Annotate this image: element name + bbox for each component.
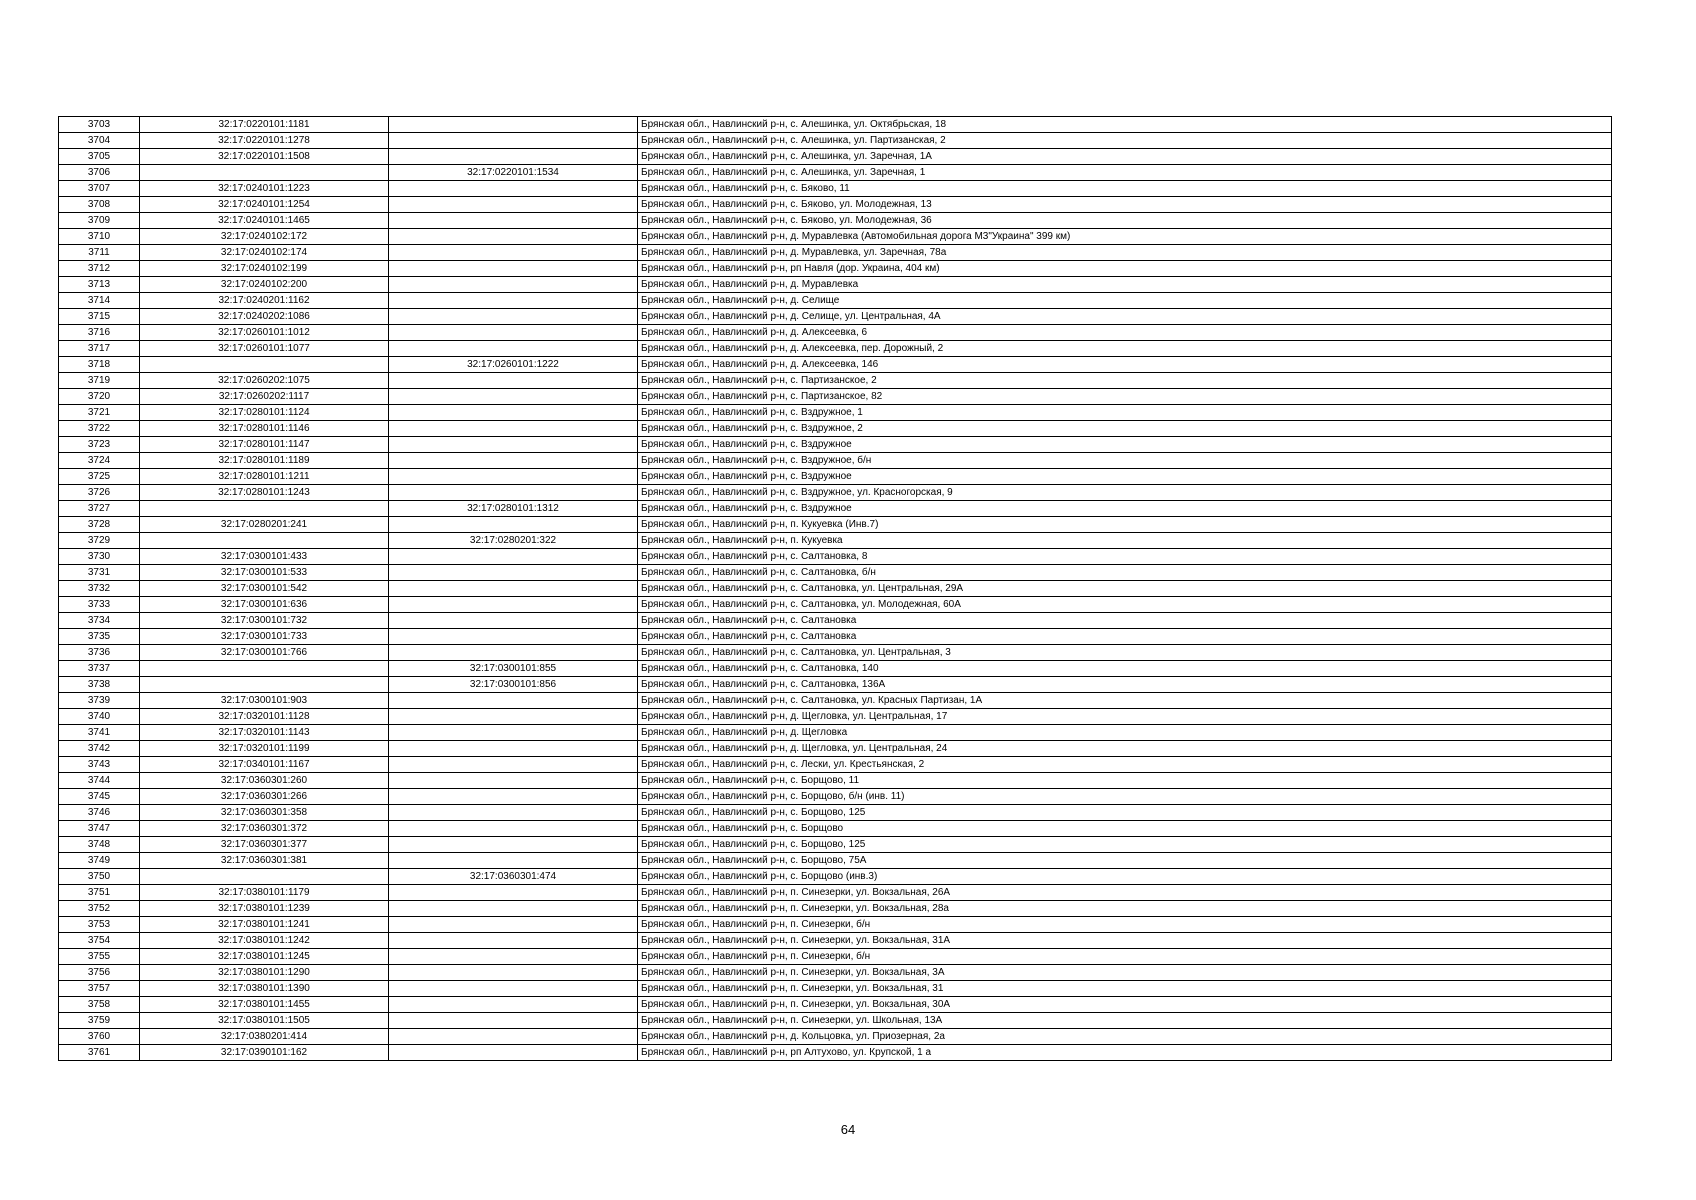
cadastral-number-cell: 32:17:0220101:1278 — [140, 133, 389, 149]
table-row — [59, 197, 1612, 213]
row-number-cell: 3757 — [59, 981, 140, 997]
address-cell: Брянская обл., Навлинский р-н, с. Вздружное, 2 — [638, 421, 1612, 437]
cadastral-number-2-cell — [389, 277, 638, 293]
row-number-cell: 3716 — [59, 325, 140, 341]
table-row — [59, 613, 1612, 629]
table-row — [59, 389, 1612, 405]
cadastral-number-cell: 32:17:0380201:414 — [140, 1029, 389, 1045]
address-cell: Брянская обл., Навлинский р-н, с. Лески, ул. Крестьянская, 2 — [638, 757, 1612, 773]
table-row — [59, 485, 1612, 501]
row-number-cell: 3718 — [59, 357, 140, 373]
cadastral-number-2-cell — [389, 773, 638, 789]
cadastral-number-2-cell — [389, 117, 638, 133]
row-number-cell: 3736 — [59, 645, 140, 661]
cadastral-number-2-cell: 32:17:0360301:474 — [389, 869, 638, 885]
cadastral-number-2-cell — [389, 837, 638, 853]
address-cell: Брянская обл., Навлинский р-н, п. Синезерки, ул. Вокзальная, 3А — [638, 965, 1612, 981]
row-number-cell: 3714 — [59, 293, 140, 309]
cadastral-number-2-cell — [389, 293, 638, 309]
address-cell: Брянская обл., Навлинский р-н, д. Щегловка — [638, 725, 1612, 741]
address-cell: Брянская обл., Навлинский р-н, с. Алешинка, ул. Заречная, 1 — [638, 165, 1612, 181]
row-number-cell: 3760 — [59, 1029, 140, 1045]
cadastral-number-cell: 32:17:0240101:1465 — [140, 213, 389, 229]
row-number-cell: 3753 — [59, 917, 140, 933]
row-number-cell: 3740 — [59, 709, 140, 725]
address-cell: Брянская обл., Навлинский р-н, с. Салтановка, ул. Центральная, 29А — [638, 581, 1612, 597]
cadastral-number-cell: 32:17:0320101:1143 — [140, 725, 389, 741]
cadastral-number-2-cell — [389, 261, 638, 277]
table-row — [59, 229, 1612, 245]
row-number-cell: 3711 — [59, 245, 140, 261]
cadastral-number-cell: 32:17:0380101:1290 — [140, 965, 389, 981]
table-row — [59, 949, 1612, 965]
table-row — [59, 405, 1612, 421]
table-row — [59, 421, 1612, 437]
row-number-cell: 3705 — [59, 149, 140, 165]
cadastral-number-2-cell — [389, 309, 638, 325]
address-cell: Брянская обл., Навлинский р-н, с. Вздружное — [638, 501, 1612, 517]
cadastral-number-cell: 32:17:0280101:1146 — [140, 421, 389, 437]
table-row — [59, 341, 1612, 357]
cadastral-number-2-cell — [389, 901, 638, 917]
cadastral-number-2-cell — [389, 645, 638, 661]
address-cell: Брянская обл., Навлинский р-н, д. Алексеевка, 6 — [638, 325, 1612, 341]
cadastral-number-cell: 32:17:0280101:1243 — [140, 485, 389, 501]
cadastral-number-cell: 32:17:0320101:1199 — [140, 741, 389, 757]
cadastral-number-cell: 32:17:0300101:766 — [140, 645, 389, 661]
address-cell: Брянская обл., Навлинский р-н, п. Синезерки, ул. Вокзальная, 28а — [638, 901, 1612, 917]
cadastral-number-2-cell — [389, 789, 638, 805]
address-cell: Брянская обл., Навлинский р-н, с. Алешинка, ул. Октябрьская, 18 — [638, 117, 1612, 133]
address-cell: Брянская обл., Навлинский р-н, с. Салтановка — [638, 629, 1612, 645]
address-cell: Брянская обл., Навлинский р-н, д. Алексеевка, пер. Дорожный, 2 — [638, 341, 1612, 357]
cadastral-number-2-cell — [389, 741, 638, 757]
table-row — [59, 133, 1612, 149]
address-cell: Брянская обл., Навлинский р-н, с. Вздружное, б/н — [638, 453, 1612, 469]
cadastral-number-cell — [140, 357, 389, 373]
cadastral-number-cell: 32:17:0240202:1086 — [140, 309, 389, 325]
cadastral-number-2-cell — [389, 757, 638, 773]
address-cell: Брянская обл., Навлинский р-н, с. Алешинка, ул. Партизанская, 2 — [638, 133, 1612, 149]
row-number-cell: 3721 — [59, 405, 140, 421]
address-cell: Брянская обл., Навлинский р-н, с. Бяково, ул. Молодежная, 13 — [638, 197, 1612, 213]
address-cell: Брянская обл., Навлинский р-н, п. Кукуевка (Инв.7) — [638, 517, 1612, 533]
row-number-cell: 3722 — [59, 421, 140, 437]
row-number-cell: 3734 — [59, 613, 140, 629]
row-number-cell: 3729 — [59, 533, 140, 549]
table-row — [59, 933, 1612, 949]
table-row — [59, 309, 1612, 325]
address-cell: Брянская обл., Навлинский р-н, д. Алексеевка, 146 — [638, 357, 1612, 373]
cadastral-number-cell: 32:17:0240102:200 — [140, 277, 389, 293]
table-row — [59, 837, 1612, 853]
cadastral-number-2-cell — [389, 565, 638, 581]
row-number-cell: 3730 — [59, 549, 140, 565]
cadastral-number-cell: 32:17:0300101:636 — [140, 597, 389, 613]
table-row — [59, 261, 1612, 277]
cadastral-number-cell: 32:17:0300101:733 — [140, 629, 389, 645]
row-number-cell: 3727 — [59, 501, 140, 517]
row-number-cell: 3759 — [59, 1013, 140, 1029]
table-body — [59, 117, 1612, 1061]
cadastral-number-cell: 32:17:0220101:1181 — [140, 117, 389, 133]
cadastral-number-cell: 32:17:0300101:533 — [140, 565, 389, 581]
table-row — [59, 965, 1612, 981]
cadastral-number-2-cell: 32:17:0280201:322 — [389, 533, 638, 549]
address-cell: Брянская обл., Навлинский р-н, д. Муравлевка — [638, 277, 1612, 293]
cadastral-number-2-cell — [389, 149, 638, 165]
table-row — [59, 741, 1612, 757]
row-number-cell: 3735 — [59, 629, 140, 645]
address-cell: Брянская обл., Навлинский р-н, д. Селище, ул. Центральная, 4А — [638, 309, 1612, 325]
address-cell: Брянская обл., Навлинский р-н, с. Вздружное, 1 — [638, 405, 1612, 421]
cadastral-number-2-cell — [389, 885, 638, 901]
cadastral-number-2-cell — [389, 437, 638, 453]
table-row — [59, 1045, 1612, 1061]
cadastral-number-cell: 32:17:0360301:381 — [140, 853, 389, 869]
page-number: 64 — [840, 1122, 856, 1137]
cadastral-number-cell: 32:17:0240101:1223 — [140, 181, 389, 197]
row-number-cell: 3754 — [59, 933, 140, 949]
cadastral-number-2-cell — [389, 469, 638, 485]
address-cell: Брянская обл., Навлинский р-н, с. Салтановка, 140 — [638, 661, 1612, 677]
table-row — [59, 437, 1612, 453]
row-number-cell: 3749 — [59, 853, 140, 869]
table-row — [59, 325, 1612, 341]
address-cell: Брянская обл., Навлинский р-н, с. Салтановка, 8 — [638, 549, 1612, 565]
cadastral-number-2-cell — [389, 517, 638, 533]
cadastral-number-2-cell — [389, 933, 638, 949]
address-cell: Брянская обл., Навлинский р-н, с. Борщово, б/н (инв. 11) — [638, 789, 1612, 805]
table-row — [59, 997, 1612, 1013]
cadastral-number-cell: 32:17:0280101:1211 — [140, 469, 389, 485]
address-cell: Брянская обл., Навлинский р-н, с. Салтановка, ул. Молодежная, 60А — [638, 597, 1612, 613]
address-cell: Брянская обл., Навлинский р-н, д. Щегловка, ул. Центральная, 17 — [638, 709, 1612, 725]
address-cell: Брянская обл., Навлинский р-н, д. Муравлевка (Автомобильная дорога М3"Украина" 399 км) — [638, 229, 1612, 245]
address-cell: Брянская обл., Навлинский р-н, рп Навля (дор. Украина, 404 км) — [638, 261, 1612, 277]
row-number-cell: 3726 — [59, 485, 140, 501]
cadastral-number-cell: 32:17:0380101:1242 — [140, 933, 389, 949]
cadastral-number-2-cell — [389, 917, 638, 933]
table-row — [59, 917, 1612, 933]
cadastral-number-cell: 32:17:0300101:732 — [140, 613, 389, 629]
table-row — [59, 901, 1612, 917]
row-number-cell: 3706 — [59, 165, 140, 181]
row-number-cell: 3713 — [59, 277, 140, 293]
cadastral-number-2-cell — [389, 229, 638, 245]
cadastral-number-2-cell: 32:17:0260101:1222 — [389, 357, 638, 373]
row-number-cell: 3742 — [59, 741, 140, 757]
cadastral-number-2-cell — [389, 453, 638, 469]
table-row — [59, 981, 1612, 997]
cadastral-number-cell: 32:17:0360301:260 — [140, 773, 389, 789]
cadastral-number-2-cell — [389, 485, 638, 501]
cadastral-number-cell: 32:17:0380101:1241 — [140, 917, 389, 933]
table-row — [59, 565, 1612, 581]
row-number-cell: 3731 — [59, 565, 140, 581]
cadastral-number-cell: 32:17:0380101:1245 — [140, 949, 389, 965]
row-number-cell: 3747 — [59, 821, 140, 837]
cadastral-number-2-cell: 32:17:0220101:1534 — [389, 165, 638, 181]
address-cell: Брянская обл., Навлинский р-н, с. Борщово, 125 — [638, 805, 1612, 821]
row-number-cell: 3717 — [59, 341, 140, 357]
cadastral-number-cell — [140, 533, 389, 549]
table-row — [59, 645, 1612, 661]
cadastral-number-cell: 32:17:0240201:1162 — [140, 293, 389, 309]
row-number-cell: 3746 — [59, 805, 140, 821]
cadastral-number-2-cell: 32:17:0280101:1312 — [389, 501, 638, 517]
row-number-cell: 3755 — [59, 949, 140, 965]
cadastral-number-2-cell — [389, 405, 638, 421]
row-number-cell: 3761 — [59, 1045, 140, 1061]
cadastral-number-cell: 32:17:0360301:358 — [140, 805, 389, 821]
table-row — [59, 757, 1612, 773]
table-row — [59, 245, 1612, 261]
cadastral-number-2-cell — [389, 613, 638, 629]
cadastral-number-2-cell — [389, 853, 638, 869]
cadastral-number-2-cell — [389, 821, 638, 837]
table-row — [59, 533, 1612, 549]
cadastral-number-cell: 32:17:0380101:1505 — [140, 1013, 389, 1029]
cadastral-number-cell — [140, 661, 389, 677]
table-row — [59, 805, 1612, 821]
cadastral-number-cell — [140, 501, 389, 517]
table-row — [59, 853, 1612, 869]
cadastral-number-cell: 32:17:0300101:903 — [140, 693, 389, 709]
row-number-cell: 3737 — [59, 661, 140, 677]
cadastral-number-2-cell — [389, 133, 638, 149]
cadastral-number-cell: 32:17:0260202:1075 — [140, 373, 389, 389]
table-row — [59, 373, 1612, 389]
row-number-cell: 3725 — [59, 469, 140, 485]
cadastral-number-cell: 32:17:0240102:199 — [140, 261, 389, 277]
table-row — [59, 629, 1612, 645]
address-cell: Брянская обл., Навлинский р-н, с. Борщово, 11 — [638, 773, 1612, 789]
cadastral-number-2-cell — [389, 981, 638, 997]
table-row — [59, 661, 1612, 677]
address-cell: Брянская обл., Навлинский р-н, д. Муравлевка, ул. Заречная, 78а — [638, 245, 1612, 261]
address-cell: Брянская обл., Навлинский р-н, с. Салтановка — [638, 613, 1612, 629]
address-cell: Брянская обл., Навлинский р-н, с. Салтановка, 136А — [638, 677, 1612, 693]
row-number-cell: 3724 — [59, 453, 140, 469]
cadastral-number-cell: 32:17:0360301:372 — [140, 821, 389, 837]
cadastral-number-2-cell — [389, 725, 638, 741]
address-cell: Брянская обл., Навлинский р-н, с. Салтановка, ул. Центральная, 3 — [638, 645, 1612, 661]
table-row — [59, 453, 1612, 469]
cadastral-number-2-cell — [389, 389, 638, 405]
row-number-cell: 3752 — [59, 901, 140, 917]
row-number-cell: 3744 — [59, 773, 140, 789]
cadastral-number-cell: 32:17:0300101:542 — [140, 581, 389, 597]
address-cell: Брянская обл., Навлинский р-н, п. Синезерки, ул. Школьная, 13А — [638, 1013, 1612, 1029]
table-row — [59, 773, 1612, 789]
table-row — [59, 293, 1612, 309]
cadastral-number-2-cell — [389, 341, 638, 357]
address-cell: Брянская обл., Навлинский р-н, п. Синезерки, б/н — [638, 917, 1612, 933]
row-number-cell: 3738 — [59, 677, 140, 693]
cadastral-number-2-cell — [389, 245, 638, 261]
row-number-cell: 3741 — [59, 725, 140, 741]
table-row — [59, 181, 1612, 197]
table-row — [59, 1029, 1612, 1045]
row-number-cell: 3748 — [59, 837, 140, 853]
cadastral-number-cell: 32:17:0240102:174 — [140, 245, 389, 261]
table-row — [59, 165, 1612, 181]
table-row — [59, 677, 1612, 693]
cadastral-number-2-cell — [389, 181, 638, 197]
cadastral-number-2-cell — [389, 709, 638, 725]
row-number-cell: 3756 — [59, 965, 140, 981]
row-number-cell: 3709 — [59, 213, 140, 229]
cadastral-number-cell — [140, 869, 389, 885]
cadastral-number-cell: 32:17:0380101:1455 — [140, 997, 389, 1013]
cadastral-number-cell: 32:17:0260101:1077 — [140, 341, 389, 357]
address-cell: Брянская обл., Навлинский р-н, с. Борщово (инв.3) — [638, 869, 1612, 885]
cadastral-number-cell — [140, 677, 389, 693]
address-cell: Брянская обл., Навлинский р-н, с. Вздружное — [638, 437, 1612, 453]
cadastral-number-cell: 32:17:0260202:1117 — [140, 389, 389, 405]
cadastral-number-cell: 32:17:0280101:1124 — [140, 405, 389, 421]
table-row — [59, 277, 1612, 293]
cadastral-number-2-cell — [389, 197, 638, 213]
row-number-cell: 3750 — [59, 869, 140, 885]
address-cell: Брянская обл., Навлинский р-н, с. Вздружное — [638, 469, 1612, 485]
table-row — [59, 1013, 1612, 1029]
row-number-cell: 3708 — [59, 197, 140, 213]
property-table — [58, 116, 1612, 1061]
address-cell: Брянская обл., Навлинский р-н, п. Кукуевка — [638, 533, 1612, 549]
cadastral-number-cell: 32:17:0280101:1189 — [140, 453, 389, 469]
table-row — [59, 501, 1612, 517]
cadastral-number-2-cell — [389, 949, 638, 965]
cadastral-number-cell: 32:17:0300101:433 — [140, 549, 389, 565]
row-number-cell: 3743 — [59, 757, 140, 773]
table-row — [59, 117, 1612, 133]
cadastral-number-2-cell — [389, 581, 638, 597]
row-number-cell: 3733 — [59, 597, 140, 613]
address-cell: Брянская обл., Навлинский р-н, с. Салтановка, б/н — [638, 565, 1612, 581]
row-number-cell: 3715 — [59, 309, 140, 325]
cadastral-number-2-cell — [389, 373, 638, 389]
row-number-cell: 3712 — [59, 261, 140, 277]
cadastral-number-cell: 32:17:0220101:1508 — [140, 149, 389, 165]
cadastral-number-cell: 32:17:0280101:1147 — [140, 437, 389, 453]
cadastral-number-cell: 32:17:0240102:172 — [140, 229, 389, 245]
address-cell: Брянская обл., Навлинский р-н, с. Бяково, 11 — [638, 181, 1612, 197]
cadastral-number-cell: 32:17:0390101:162 — [140, 1045, 389, 1061]
table-row — [59, 581, 1612, 597]
cadastral-number-2-cell — [389, 1013, 638, 1029]
address-cell: Брянская обл., Навлинский р-н, с. Алешинка, ул. Заречная, 1А — [638, 149, 1612, 165]
cadastral-number-2-cell — [389, 549, 638, 565]
table-row — [59, 789, 1612, 805]
address-cell: Брянская обл., Навлинский р-н, с. Салтановка, ул. Красных Партизан, 1А — [638, 693, 1612, 709]
table-row — [59, 469, 1612, 485]
cadastral-number-2-cell — [389, 421, 638, 437]
cadastral-number-cell: 32:17:0360301:266 — [140, 789, 389, 805]
cadastral-number-2-cell — [389, 597, 638, 613]
table-row — [59, 517, 1612, 533]
cadastral-number-2-cell — [389, 325, 638, 341]
cadastral-number-cell: 32:17:0240101:1254 — [140, 197, 389, 213]
address-cell: Брянская обл., Навлинский р-н, п. Синезерки, ул. Вокзальная, 31А — [638, 933, 1612, 949]
row-number-cell: 3758 — [59, 997, 140, 1013]
table-row — [59, 549, 1612, 565]
cadastral-number-2-cell — [389, 1045, 638, 1061]
address-cell: Брянская обл., Навлинский р-н, рп Алтухово, ул. Крупской, 1 а — [638, 1045, 1612, 1061]
table-row — [59, 869, 1612, 885]
cadastral-number-2-cell — [389, 213, 638, 229]
address-cell: Брянская обл., Навлинский р-н, д. Селище — [638, 293, 1612, 309]
cadastral-number-2-cell — [389, 997, 638, 1013]
address-cell: Брянская обл., Навлинский р-н, с. Борщово — [638, 821, 1612, 837]
row-number-cell: 3751 — [59, 885, 140, 901]
row-number-cell: 3745 — [59, 789, 140, 805]
row-number-cell: 3720 — [59, 389, 140, 405]
row-number-cell: 3728 — [59, 517, 140, 533]
table-row — [59, 885, 1612, 901]
cadastral-number-2-cell — [389, 1029, 638, 1045]
address-cell: Брянская обл., Навлинский р-н, с. Партизанское, 2 — [638, 373, 1612, 389]
table-row — [59, 725, 1612, 741]
address-cell: Брянская обл., Навлинский р-н, п. Синезерки, б/н — [638, 949, 1612, 965]
row-number-cell: 3710 — [59, 229, 140, 245]
cadastral-number-cell: 32:17:0260101:1012 — [140, 325, 389, 341]
table-row — [59, 213, 1612, 229]
cadastral-number-2-cell — [389, 629, 638, 645]
address-cell: Брянская обл., Навлинский р-н, с. Борщово, 75А — [638, 853, 1612, 869]
address-cell: Брянская обл., Навлинский р-н, д. Щегловка, ул. Центральная, 24 — [638, 741, 1612, 757]
table-row — [59, 357, 1612, 373]
row-number-cell: 3719 — [59, 373, 140, 389]
cadastral-number-cell — [140, 165, 389, 181]
row-number-cell: 3723 — [59, 437, 140, 453]
address-cell: Брянская обл., Навлинский р-н, п. Синезерки, ул. Вокзальная, 26А — [638, 885, 1612, 901]
cadastral-number-cell: 32:17:0280201:241 — [140, 517, 389, 533]
address-cell: Брянская обл., Навлинский р-н, с. Борщово, 125 — [638, 837, 1612, 853]
row-number-cell: 3739 — [59, 693, 140, 709]
cadastral-number-2-cell — [389, 805, 638, 821]
table-row — [59, 149, 1612, 165]
cadastral-number-cell: 32:17:0340101:1167 — [140, 757, 389, 773]
cadastral-number-cell: 32:17:0320101:1128 — [140, 709, 389, 725]
address-cell: Брянская обл., Навлинский р-н, с. Вздружное, ул. Красногорская, 9 — [638, 485, 1612, 501]
table-row — [59, 709, 1612, 725]
table-row — [59, 693, 1612, 709]
cadastral-number-2-cell: 32:17:0300101:856 — [389, 677, 638, 693]
cadastral-number-2-cell — [389, 693, 638, 709]
address-cell: Брянская обл., Навлинский р-н, д. Кольцовка, ул. Приозерная, 2а — [638, 1029, 1612, 1045]
cadastral-number-2-cell — [389, 965, 638, 981]
row-number-cell: 3732 — [59, 581, 140, 597]
cadastral-number-cell: 32:17:0360301:377 — [140, 837, 389, 853]
address-cell: Брянская обл., Навлинский р-н, с. Бяково, ул. Молодежная, 36 — [638, 213, 1612, 229]
cadastral-number-cell: 32:17:0380101:1390 — [140, 981, 389, 997]
table-row — [59, 821, 1612, 837]
address-cell: Брянская обл., Навлинский р-н, с. Партизанское, 82 — [638, 389, 1612, 405]
address-cell: Брянская обл., Навлинский р-н, п. Синезерки, ул. Вокзальная, 30А — [638, 997, 1612, 1013]
address-cell: Брянская обл., Навлинский р-н, п. Синезерки, ул. Вокзальная, 31 — [638, 981, 1612, 997]
cadastral-number-cell: 32:17:0380101:1239 — [140, 901, 389, 917]
cadastral-number-2-cell: 32:17:0300101:855 — [389, 661, 638, 677]
row-number-cell: 3704 — [59, 133, 140, 149]
cadastral-number-cell: 32:17:0380101:1179 — [140, 885, 389, 901]
row-number-cell: 3707 — [59, 181, 140, 197]
row-number-cell: 3703 — [59, 117, 140, 133]
table-row — [59, 597, 1612, 613]
